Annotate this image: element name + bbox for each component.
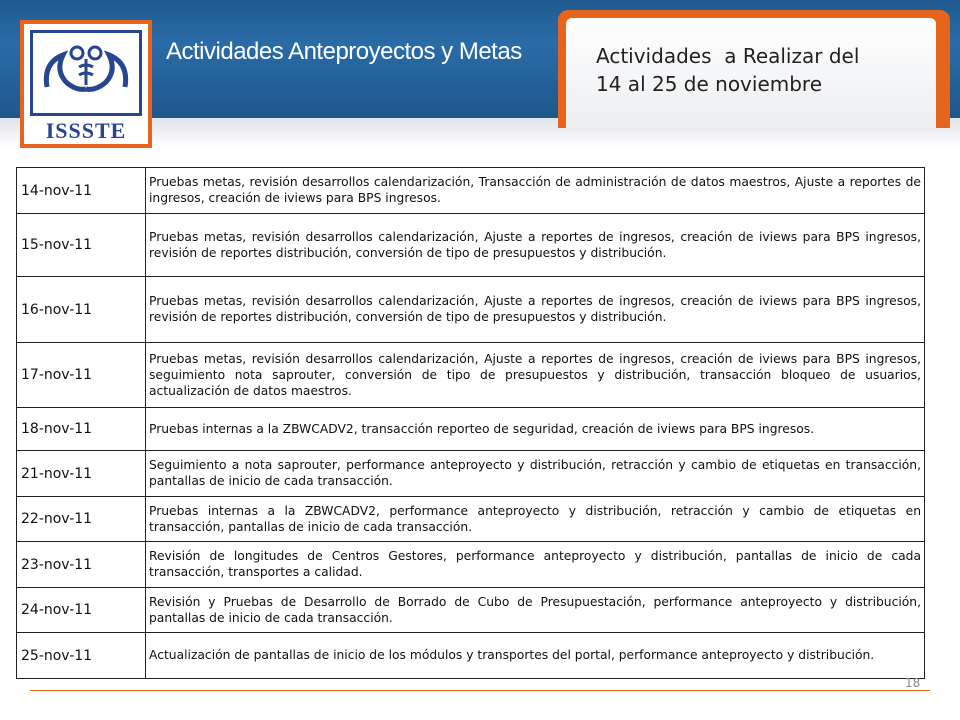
date-cell: 17-nov-11: [17, 343, 146, 408]
description-cell: Actualización de pantallas de inicio de los módulos y transportes del portal, performance anteproyecto y distribución.: [146, 633, 925, 679]
description-cell: Pruebas metas, revisión desarrollos calendarización, Ajuste a reportes de ingresos, creación de iviews para BPS ingresos, revisión de reportes distribución, conversión de tipo de presupuestos y distribución.: [146, 277, 925, 343]
date-cell: 25-nov-11: [17, 633, 146, 679]
description-cell: Pruebas metas, revisión desarrollos calendarización, Transacción de administración de datos maestros, Ajuste a reportes de ingresos, creación de iviews para BPS ingresos.: [146, 168, 925, 214]
description-cell: Pruebas internas a la ZBWCADV2, transacción reporteo de seguridad, creación de iviews para BPS ingresos.: [146, 408, 925, 451]
table-row: [17, 168, 925, 214]
subtitle-line-2: 14 al 25 de noviembre: [596, 72, 823, 96]
date-cell: 22-nov-11: [17, 497, 146, 542]
page-number: 18: [905, 676, 921, 690]
table-row: [17, 542, 925, 588]
date-cell: 18-nov-11: [17, 408, 146, 451]
footer-divider: [30, 690, 930, 691]
date-cell: 14-nov-11: [17, 168, 146, 214]
logo-emblem-icon: [30, 30, 142, 116]
date-cell: 24-nov-11: [17, 588, 146, 633]
description-cell: Revisión de longitudes de Centros Gestores, performance anteproyecto y distribución, pantallas de inicio de cada transacción, transportes a calidad.: [146, 542, 925, 588]
logo-text: ISSSTE: [45, 118, 127, 143]
description-cell: Pruebas internas a la ZBWCADV2, performance anteproyecto y distribución, retracción y cambio de etiquetas en transacción, pantallas de inicio de cada transacción.: [146, 497, 925, 542]
table-row: [17, 277, 925, 343]
subtitle: [596, 42, 916, 98]
table-row: [17, 214, 925, 277]
date-cell: 15-nov-11: [17, 214, 146, 277]
table-row: [17, 633, 925, 679]
date-cell: 16-nov-11: [17, 277, 146, 343]
table-row: [17, 408, 925, 451]
date-cell: 21-nov-11: [17, 451, 146, 497]
table-row: [17, 451, 925, 497]
table-row: [17, 343, 925, 408]
description-cell: Pruebas metas, revisión desarrollos calendarización, Ajuste a reportes de ingresos, creación de iviews para BPS ingresos, revisión de reportes distribución, conversión de tipo de presupuestos y distribución.: [146, 214, 925, 277]
description-cell: Pruebas metas, revisión desarrollos calendarización, Ajuste a reportes de ingresos, creación de iviews para BPS ingresos, seguimiento nota saprouter, conversión de tipo de presupuestos y distribución, transacción bloqueo de usuarios, actualización de datos maestros.: [146, 343, 925, 408]
table-row: [17, 588, 925, 633]
page-title: Actividades Anteproyectos y Metas: [166, 38, 522, 65]
table-row: [17, 497, 925, 542]
description-cell: Seguimiento a nota saprouter, performance anteproyecto y distribución, retracción y cambio de etiquetas en transacción, pantallas de inicio de cada transacción.: [146, 451, 925, 497]
description-cell: Revisión y Pruebas de Desarrollo de Borrado de Cubo de Presupuestación, performance anteproyecto y distribución, pantallas de inicio de cada transacción.: [146, 588, 925, 633]
date-cell: 23-nov-11: [17, 542, 146, 588]
subtitle-line-1: Actividades a Realizar del: [596, 44, 860, 68]
schedule-table: [16, 167, 925, 679]
issste-logo: [20, 20, 152, 148]
